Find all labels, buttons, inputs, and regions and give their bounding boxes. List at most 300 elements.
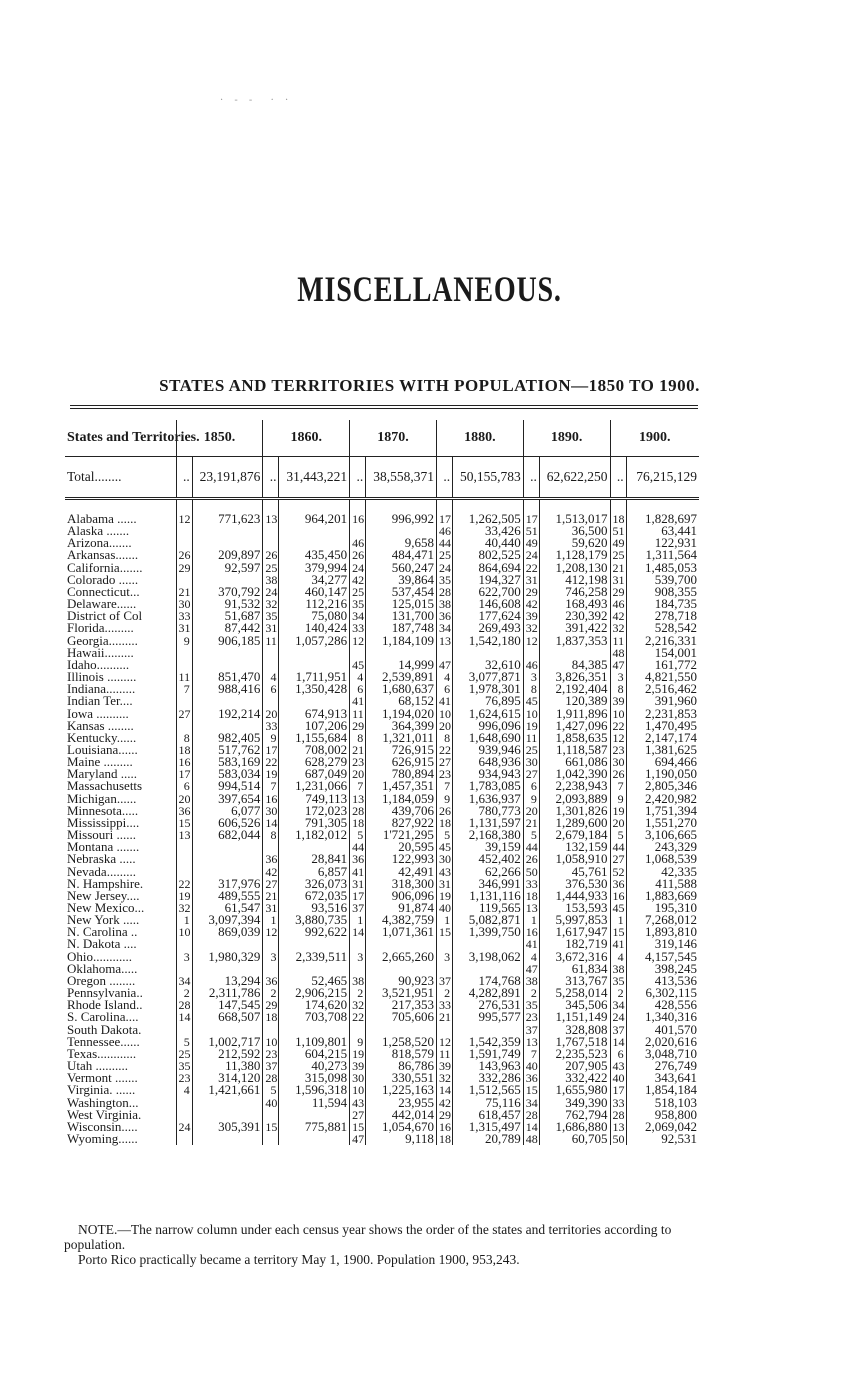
population-cell: 1,399,750 <box>453 926 524 938</box>
rank-cell: 1 <box>350 914 366 926</box>
rank-cell: 32 <box>523 622 539 634</box>
rank-cell: 35 <box>350 598 366 610</box>
total-row: Total........ .. 23,191,876 .. 31,443,221 .. 38,558,371 .. 50,155,783 .. 62,622,250 .. 76,215,129 <box>65 457 699 499</box>
population-cell: 401,570 <box>626 1024 699 1036</box>
population-cell: 6,302,115 <box>626 987 699 999</box>
population-cell: 317,976 <box>192 878 263 890</box>
population-cell: 332,286 <box>453 1072 524 1084</box>
rank-cell: 24 <box>610 1011 626 1023</box>
population-cell: 682,044 <box>192 829 263 841</box>
rank-cell: 42 <box>523 598 539 610</box>
state-name: Connecticut... <box>67 583 140 599</box>
population-cell: 1,837,353 <box>539 635 610 647</box>
rank-cell: 34 <box>350 610 366 622</box>
rank-cell: 36 <box>610 878 626 890</box>
rank-cell: 1 <box>436 914 452 926</box>
population-cell: 209,897 <box>192 549 263 561</box>
rank-cell: 21 <box>350 744 366 756</box>
population-cell: 92,597 <box>192 562 263 574</box>
rank-cell <box>263 1024 279 1036</box>
population-cell: 1'721,295 <box>366 829 437 841</box>
population-cell: 1,208,130 <box>539 562 610 574</box>
rank-cell: 47 <box>610 659 626 671</box>
rank-cell: 24 <box>436 562 452 574</box>
rank-cell: 34 <box>523 1097 539 1109</box>
population-cell <box>279 647 350 659</box>
population-cell: 182,719 <box>539 938 610 950</box>
rank-cell: 26 <box>263 549 279 561</box>
rank-cell: 3 <box>176 951 192 963</box>
rank-cell: 31 <box>610 574 626 586</box>
population-cell: 746,258 <box>539 586 610 598</box>
year-header-1880: 1880. <box>436 420 523 457</box>
rank-cell: 31 <box>263 622 279 634</box>
state-name: Delaware...... <box>67 596 137 612</box>
rank-cell: 21 <box>176 586 192 598</box>
rank-cell: 19 <box>436 890 452 902</box>
rank-cell: 41 <box>350 695 366 707</box>
state-name: Tennessee...... <box>67 1033 140 1049</box>
population-cell: 1,596,318 <box>279 1084 350 1096</box>
top-rule <box>70 405 698 406</box>
rank-cell: 8 <box>176 732 192 744</box>
rank-cell: 17 <box>523 513 539 525</box>
rank-cell: 50 <box>610 1133 626 1145</box>
population-cell: 36,500 <box>539 525 610 537</box>
state-row <box>65 1133 699 1145</box>
population-cell: 2,539,891 <box>366 671 437 683</box>
rank-cell: 16 <box>523 926 539 938</box>
population-cell: 628,279 <box>279 756 350 768</box>
population-cell: 68,152 <box>366 695 437 707</box>
rank-cell: 14 <box>350 926 366 938</box>
state-name: Rhode Island.. <box>67 997 143 1013</box>
state-name: Louisiana...... <box>67 741 138 757</box>
population-cell: 672,035 <box>279 890 350 902</box>
state-name: Massachusetts <box>67 778 143 794</box>
rank-cell: 10 <box>263 1036 279 1048</box>
rank-cell: 42 <box>610 610 626 622</box>
rank-cell: 2 <box>610 987 626 999</box>
rank-cell: 10 <box>610 708 626 720</box>
rank-cell: 35 <box>176 1060 192 1072</box>
population-cell: 3,672,316 <box>539 951 610 963</box>
population-cell: 1,648,690 <box>453 732 524 744</box>
population-cell: 1,485,053 <box>626 562 699 574</box>
population-cell: 908,355 <box>626 586 699 598</box>
state-name: Missouri ...... <box>67 827 136 843</box>
rank-cell: 22 <box>523 562 539 574</box>
population-cell: 1,184,109 <box>366 635 437 647</box>
population-cell: 61,834 <box>539 963 610 975</box>
population-cell: 2,231,853 <box>626 708 699 720</box>
rank-cell: 10 <box>436 708 452 720</box>
population-cell: 75,116 <box>453 1097 524 1109</box>
population-cell: 1,054,670 <box>366 1121 437 1133</box>
population-cell: 122,931 <box>626 537 699 549</box>
population-cell: 1,184,059 <box>366 793 437 805</box>
population-cell: 243,329 <box>626 841 699 853</box>
rank-cell: 3 <box>436 951 452 963</box>
state-name: Colorado ...... <box>67 571 139 587</box>
population-cell: 906,185 <box>192 635 263 647</box>
rank-cell <box>436 1024 452 1036</box>
population-cell: 1,301,826 <box>539 805 610 817</box>
state-name: Kentucky...... <box>67 729 137 745</box>
rank-cell: 23 <box>610 744 626 756</box>
population-cell: 9,658 <box>366 537 437 549</box>
rank-cell: 37 <box>523 1024 539 1036</box>
population-cell: 1,194,020 <box>366 708 437 720</box>
rank-cell: 8 <box>436 732 452 744</box>
population-cell: 726,915 <box>366 744 437 756</box>
population-cell: 3,198,062 <box>453 951 524 963</box>
population-cell: 2,516,462 <box>626 683 699 695</box>
population-cell: 2,235,523 <box>539 1048 610 1060</box>
rank-cell: 32 <box>350 999 366 1011</box>
population-cell: 319,146 <box>626 938 699 950</box>
population-cell: 161,772 <box>626 659 699 671</box>
population-cell: 560,247 <box>366 562 437 574</box>
rank-cell: 34 <box>436 622 452 634</box>
population-cell: 93,516 <box>279 902 350 914</box>
population-cell: 775,881 <box>279 1121 350 1133</box>
rank-cell: 38 <box>263 574 279 586</box>
population-cell: 1,470,495 <box>626 720 699 732</box>
rank-cell: 31 <box>436 878 452 890</box>
population-cell: 1,542,180 <box>453 635 524 647</box>
population-cell: 370,792 <box>192 586 263 598</box>
rank-cell: 18 <box>263 1011 279 1023</box>
total-1870: 38,558,371 <box>366 457 437 499</box>
rank-cell: 4 <box>350 671 366 683</box>
rank-cell: 33 <box>610 1097 626 1109</box>
population-cell: 398,245 <box>626 963 699 975</box>
rank-cell: 26 <box>176 549 192 561</box>
population-cell: 11,380 <box>192 1060 263 1072</box>
rank-cell: 2 <box>436 987 452 999</box>
rank-cell: 23 <box>436 768 452 780</box>
print-specks: · - - · · <box>220 95 293 106</box>
population-cell: 187,748 <box>366 622 437 634</box>
population-cell: 61,547 <box>192 902 263 914</box>
population-cell: 376,530 <box>539 878 610 890</box>
population-cell: 1,893,810 <box>626 926 699 938</box>
rank-cell: 42 <box>436 1097 452 1109</box>
rank-cell: 36 <box>523 1072 539 1084</box>
rank-cell: 4 <box>436 671 452 683</box>
rank-cell: 20 <box>610 817 626 829</box>
rank-cell: 7 <box>350 780 366 792</box>
rank-cell <box>176 1133 192 1145</box>
population-cell: 995,577 <box>453 1011 524 1023</box>
rank-cell: 48 <box>523 1133 539 1145</box>
population-cell: 172,023 <box>279 805 350 817</box>
state-name: Nebraska ..... <box>67 851 136 867</box>
rank-cell: 44 <box>350 841 366 853</box>
rank-cell: 34 <box>610 999 626 1011</box>
population-cell: 276,531 <box>453 999 524 1011</box>
population-cell: 439,706 <box>366 805 437 817</box>
table-title: STATES AND TERRITORIES WITH POPULATION—1850 TO 1900. <box>159 376 700 395</box>
population-cell: 1,151,149 <box>539 1011 610 1023</box>
rank-cell: 13 <box>350 793 366 805</box>
population-cell: 51,687 <box>192 610 263 622</box>
population-cell: 143,963 <box>453 1060 524 1072</box>
page-title: MISCELLANEOUS. <box>297 269 562 309</box>
population-cell: 4,282,891 <box>453 987 524 999</box>
population-cell: 6,857 <box>279 866 350 878</box>
state-name: Washington... <box>67 1094 139 1110</box>
rank-cell: 49 <box>523 537 539 549</box>
rank-cell: 7 <box>436 780 452 792</box>
population-cell: 708,002 <box>279 744 350 756</box>
population-cell: 63,441 <box>626 525 699 537</box>
population-cell: 192,214 <box>192 708 263 720</box>
rank-cell: 6 <box>176 780 192 792</box>
population-cell: 2,420,982 <box>626 793 699 805</box>
rank-cell: 45 <box>350 659 366 671</box>
population-cell: 762,794 <box>539 1109 610 1121</box>
rank-cell <box>350 938 366 950</box>
population-cell: 131,700 <box>366 610 437 622</box>
rank-cell: 17 <box>176 768 192 780</box>
rank-cell: 40 <box>610 1072 626 1084</box>
rank-cell: 34 <box>176 975 192 987</box>
rank-cell: 43 <box>610 1060 626 1072</box>
rank-cell: 31 <box>523 574 539 586</box>
rank-cell: 6 <box>436 683 452 695</box>
population-cell: 3,826,351 <box>539 671 610 683</box>
population-cell: 1,071,361 <box>366 926 437 938</box>
rank-cell: 30 <box>263 805 279 817</box>
population-cell: 1,767,518 <box>539 1036 610 1048</box>
rank-cell: 42 <box>350 574 366 586</box>
population-cell: 2,069,042 <box>626 1121 699 1133</box>
population-cell: 33,426 <box>453 525 524 537</box>
population-cell: 59,620 <box>539 537 610 549</box>
rank-cell: 46 <box>350 537 366 549</box>
population-cell: 154,001 <box>626 647 699 659</box>
population-cell: 964,201 <box>279 513 350 525</box>
rank-cell: 28 <box>350 805 366 817</box>
rank-cell <box>176 647 192 659</box>
total-1890: 62,622,250 <box>539 457 610 499</box>
rank-cell: 12 <box>436 1036 452 1048</box>
population-cell: 5,258,014 <box>539 987 610 999</box>
population-cell <box>279 525 350 537</box>
rank-cell: 16 <box>350 513 366 525</box>
rank-cell: 28 <box>523 1109 539 1121</box>
population-cell: 1,783,085 <box>453 780 524 792</box>
population-cell: 1,617,947 <box>539 926 610 938</box>
population-cell: 1,182,012 <box>279 829 350 841</box>
rank-cell: 11 <box>523 732 539 744</box>
population-cell: 146,608 <box>453 598 524 610</box>
rank-cell: 15 <box>176 817 192 829</box>
population-cell: 1,542,359 <box>453 1036 524 1048</box>
population-cell: 604,215 <box>279 1048 350 1060</box>
state-name: New York ..... <box>67 912 140 928</box>
rank-cell: 1 <box>263 914 279 926</box>
population-cell: 1,128,179 <box>539 549 610 561</box>
rank-cell: 45 <box>610 902 626 914</box>
rank-cell: 6 <box>523 780 539 792</box>
rank-cell: 38 <box>610 963 626 975</box>
rank-cell: 41 <box>523 938 539 950</box>
population-cell: 1,289,600 <box>539 817 610 829</box>
rank-cell: 16 <box>176 756 192 768</box>
population-cell: 958,800 <box>626 1109 699 1121</box>
state-name: Pennsylvania.. <box>67 985 143 1001</box>
rank-cell: 25 <box>350 586 366 598</box>
rank-cell: 14 <box>263 817 279 829</box>
rank-cell: 52 <box>610 866 626 878</box>
rank-cell: 46 <box>523 659 539 671</box>
rank-cell: 29 <box>610 586 626 598</box>
rank-cell: 33 <box>263 720 279 732</box>
population-cell <box>192 853 263 865</box>
header-row <box>65 420 699 457</box>
population-cell: 314,120 <box>192 1072 263 1084</box>
population-cell: 391,960 <box>626 695 699 707</box>
population-cell: 1,155,684 <box>279 732 350 744</box>
rank-cell: 6 <box>610 1048 626 1060</box>
rank-cell: 27 <box>350 1109 366 1121</box>
rank-cell: 11 <box>436 1048 452 1060</box>
population-cell: 1,068,539 <box>626 853 699 865</box>
rank-cell <box>263 1109 279 1121</box>
population-cell: 9,118 <box>366 1133 437 1145</box>
state-name: Indian Ter.... <box>67 693 133 709</box>
rank-cell: 30 <box>176 598 192 610</box>
rank-cell: 22 <box>350 1011 366 1023</box>
state-name: South Dakota. <box>67 1021 142 1037</box>
rank-cell: 29 <box>176 562 192 574</box>
rank-cell: 41 <box>610 938 626 950</box>
rank-cell: 28 <box>263 1072 279 1084</box>
population-cell: 379,994 <box>279 562 350 574</box>
population-cell: 326,073 <box>279 878 350 890</box>
rank-cell: 41 <box>436 695 452 707</box>
rank-cell: 48 <box>610 647 626 659</box>
rank-cell: 27 <box>436 756 452 768</box>
population-cell: 1,315,497 <box>453 1121 524 1133</box>
rank-cell: 19 <box>610 805 626 817</box>
notes <box>64 1222 704 1267</box>
population-cell: 391,422 <box>539 622 610 634</box>
state-row <box>65 635 699 647</box>
rank-cell: 37 <box>350 902 366 914</box>
rank-cell <box>176 1109 192 1121</box>
population-cell: 528,542 <box>626 622 699 634</box>
rank-cell: 25 <box>610 549 626 561</box>
rank-cell: 19 <box>350 1048 366 1060</box>
population-cell: 1,512,565 <box>453 1084 524 1096</box>
year-header-1890: 1890. <box>523 420 610 457</box>
state-name: Texas............ <box>67 1045 137 1061</box>
state-name: Florida......... <box>67 620 134 636</box>
state-name: Indiana......... <box>67 681 136 697</box>
population-cell: 230,392 <box>539 610 610 622</box>
state-name: Ohio............ <box>67 948 132 964</box>
population-cell: 3,106,665 <box>626 829 699 841</box>
population-cell: 1,751,394 <box>626 805 699 817</box>
rank-cell: 15 <box>610 926 626 938</box>
rank-cell: 25 <box>523 744 539 756</box>
population-cell: 771,623 <box>192 513 263 525</box>
rank-cell: 13 <box>610 1121 626 1133</box>
rank-cell: 37 <box>610 1024 626 1036</box>
rank-cell: 18 <box>610 513 626 525</box>
rank-cell: 38 <box>350 975 366 987</box>
state-name: Kansas ........ <box>67 717 134 733</box>
rank-cell: 18 <box>436 817 452 829</box>
population-cell: 661,086 <box>539 756 610 768</box>
population-cell: 153,593 <box>539 902 610 914</box>
population-cell: 1,131,597 <box>453 817 524 829</box>
rank-cell: 30 <box>350 1072 366 1084</box>
population-cell: 3,521,951 <box>366 987 437 999</box>
rank-cell: 4 <box>523 951 539 963</box>
rank-cell: 31 <box>176 622 192 634</box>
rank-cell: 33 <box>350 622 366 634</box>
population-cell: 934,943 <box>453 768 524 780</box>
population-cell: 184,735 <box>626 598 699 610</box>
rank-cell: 33 <box>436 999 452 1011</box>
rank-cell: 9 <box>350 1036 366 1048</box>
state-name: Vermont ....... <box>67 1070 138 1086</box>
rank-cell: 29 <box>350 720 366 732</box>
population-cell: 42,491 <box>366 866 437 878</box>
rank-cell: 8 <box>523 683 539 695</box>
population-cell: 14,999 <box>366 659 437 671</box>
population-cell: 2,168,380 <box>453 829 524 841</box>
state-name: Minnesota..... <box>67 802 139 818</box>
population-cell: 780,894 <box>366 768 437 780</box>
rank-cell: 15 <box>263 1121 279 1133</box>
population-cell: 332,422 <box>539 1072 610 1084</box>
state-name: Alaska ....... <box>67 523 130 539</box>
population-cell: 62,266 <box>453 866 524 878</box>
rank-cell: 46 <box>610 598 626 610</box>
population-cell: 864,694 <box>453 562 524 574</box>
population-cell: 1,854,184 <box>626 1084 699 1096</box>
rank-cell: 22 <box>436 744 452 756</box>
rank-cell <box>263 695 279 707</box>
rank-cell: 37 <box>263 1060 279 1072</box>
total-1850: 23,191,876 <box>192 457 263 499</box>
state-name: Wisconsin..... <box>67 1118 138 1134</box>
rank-cell <box>176 1097 192 1109</box>
population-cell: 2,311,786 <box>192 987 263 999</box>
population-cell: 1,262,505 <box>453 513 524 525</box>
population-cell: 42,335 <box>626 866 699 878</box>
rank-cell: 10 <box>176 926 192 938</box>
rank-cell: 40 <box>436 902 452 914</box>
population-cell: 147,545 <box>192 999 263 1011</box>
rank-cell: 32 <box>610 622 626 634</box>
rank-cell <box>436 938 452 950</box>
rank-cell: 20 <box>350 768 366 780</box>
rank-cell: 47 <box>350 1133 366 1145</box>
rank-cell: 41 <box>350 866 366 878</box>
population-cell: 668,507 <box>192 1011 263 1023</box>
state-name: New Mexico... <box>67 900 145 915</box>
population-cell: 345,506 <box>539 999 610 1011</box>
rank-cell: 49 <box>610 537 626 549</box>
rank-cell: 40 <box>523 1060 539 1072</box>
